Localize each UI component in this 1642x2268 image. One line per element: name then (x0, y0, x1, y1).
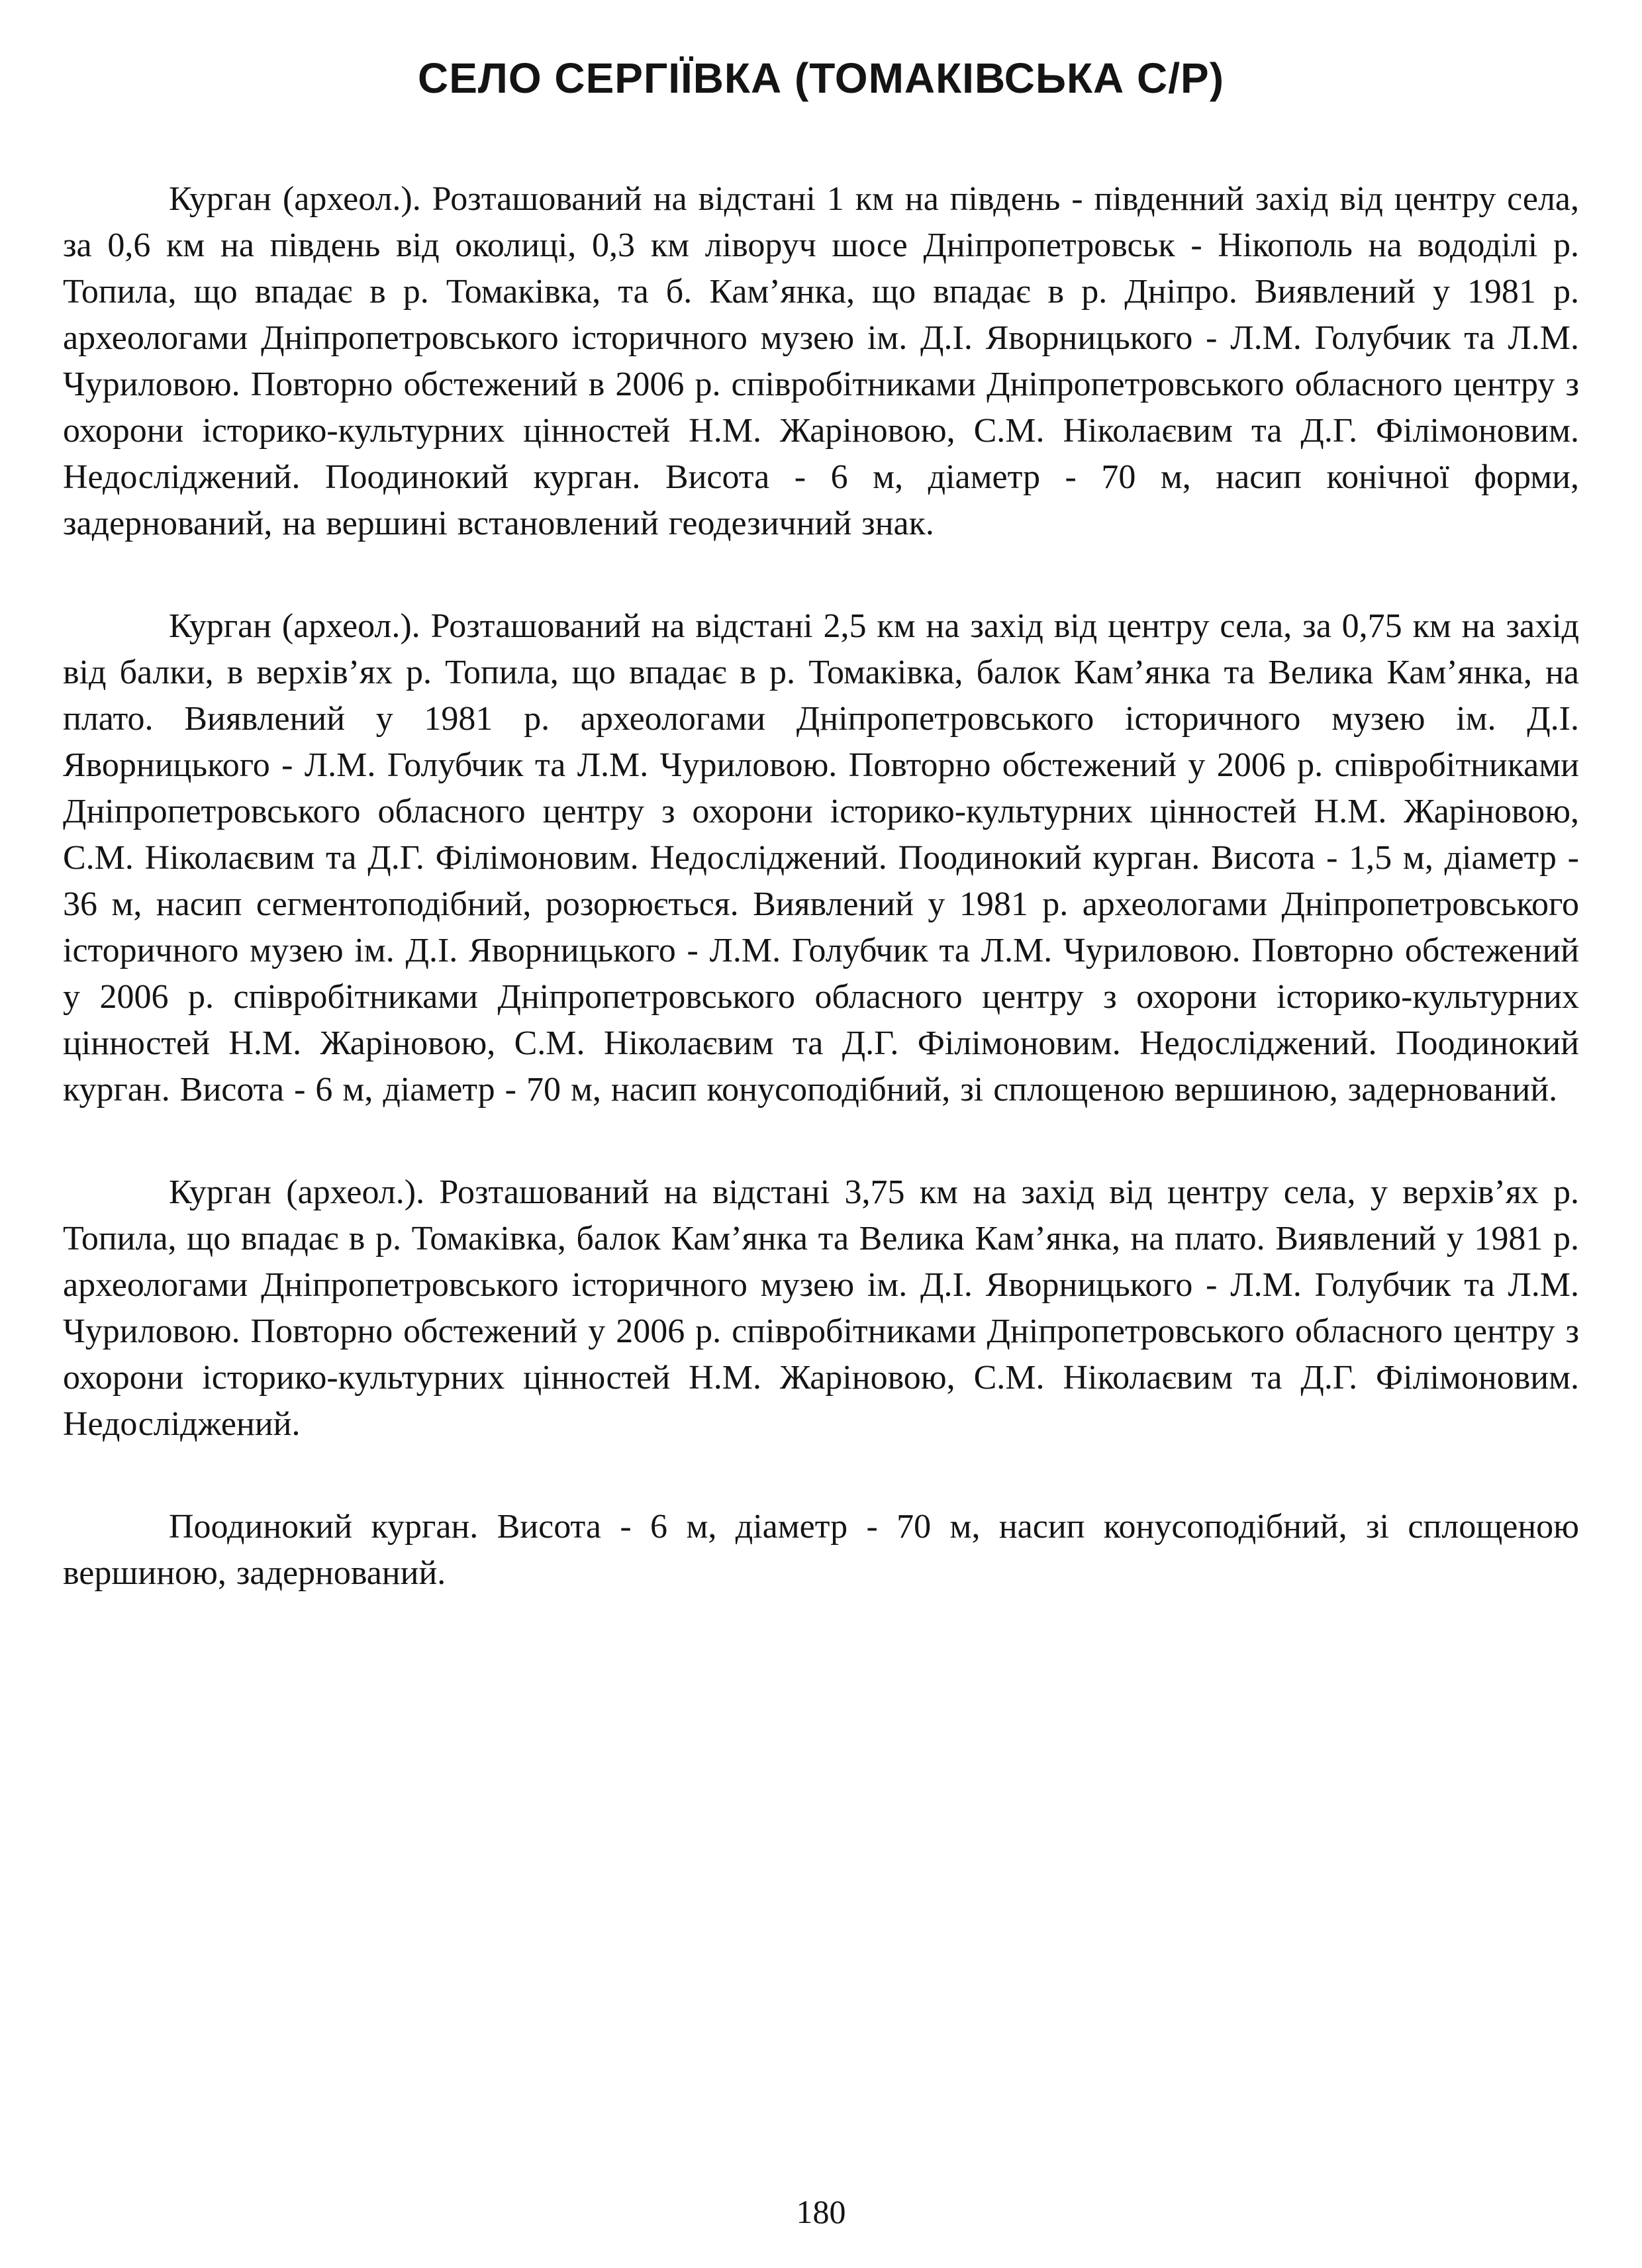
body-paragraph-4: Поодинокий курган. Висота - 6 м, діаметр - 70 м, насип конусоподібний, зі сплощеною вершиною, задернований. (63, 1508, 1579, 1592)
body-paragraph-3: Курган (археол.). Розташований на відстані 3,75 км на захід від центру села, у верхів’ях р. Топила, що впадає в р. Томаківка, балок Кам’янка та Велика Кам’янка, на плато. Виявлений у 1981 р. археологами Дніпропетровського історичного музею ім. Д.І. Яворницького - Л.М. Голубчик та Л.М. Чуриловою. Повторно обстежений у 2006 р. співробітниками Дніпропетровського обласного центру з охорони історико-культурних цінностей Н.М. Жаріновою, С.М. Ніколаєвим та Д.Г. Філімоновим. Недосліджений. (63, 1173, 1579, 1443)
page-body (63, 176, 1579, 1597)
page-title: СЕЛО СЕРГІЇВКА (ТОМАКІВСЬКА С/Р) (418, 54, 1224, 102)
page-number: 180 (796, 2193, 846, 2230)
body-paragraph-1: Курган (археол.). Розташований на відстані 1 км на південь - південний захід від центру села, за 0,6 км на південь від околиці, 0,3 км ліворуч шосе Дніпропетровськ - Нікополь на вододілі р. Топила, що впадає в р. Томаківка, та б. Кам’янка, що впадає в р. Дніпро. Виявлений у 1981 р. археологами Дніпропетровського історичного музею ім. Д.І. Яворницького - Л.М. Голубчик та Л.М. Чуриловою. Повторно обстежений в 2006 р. співробітниками Дніпропетровського обласного центру з охорони історико-культурних цінностей Н.М. Жаріновою, С.М. Ніколаєвим та Д.Г. Філімоновим. Недосліджений. Поодинокий курган. Висота - 6 м, діаметр - 70 м, насип конічної форми, задернований, на вершині встановлений геодезичний знак. (63, 180, 1579, 542)
body-paragraph-2: Курган (археол.). Розташований на відстані 2,5 км на захід від центру села, за 0,75 км на захід від балки, в верхів’ях р. Топила, що впадає в р. Томаківка, балок Кам’янка та Велика Кам’янка, на плато. Виявлений у 1981 р. археологами Дніпропетровського історичного музею ім. Д.І. Яворницького - Л.М. Голубчик та Л.М. Чуриловою. Повторно обстежений у 2006 р. співробітниками Дніпропетровського обласного центру з охорони історико-культурних цінностей Н.М. Жаріновою, С.М. Ніколаєвим та Д.Г. Філімоновим. Недосліджений. Поодинокий курган. Висота - 1,5 м, діаметр - 36 м, насип сегментоподібний, розорюється. Виявлений у 1981 р. археологами Дніпропетровського історичного музею ім. Д.І. Яворницького - Л.М. Голубчик та Л.М. Чуриловою. Повторно обстежений у 2006 р. співробітниками Дніпропетровського обласного центру з охорони історико-культурних цінностей Н.М. Жаріновою, С.М. Ніколаєвим та Д.Г. Філімоновим. Недосліджений. Поодинокий курган. Висота - 6 м, діаметр - 70 м, насип конусоподібний, зі сплощеною вершиною, задернований. (63, 607, 1579, 1109)
